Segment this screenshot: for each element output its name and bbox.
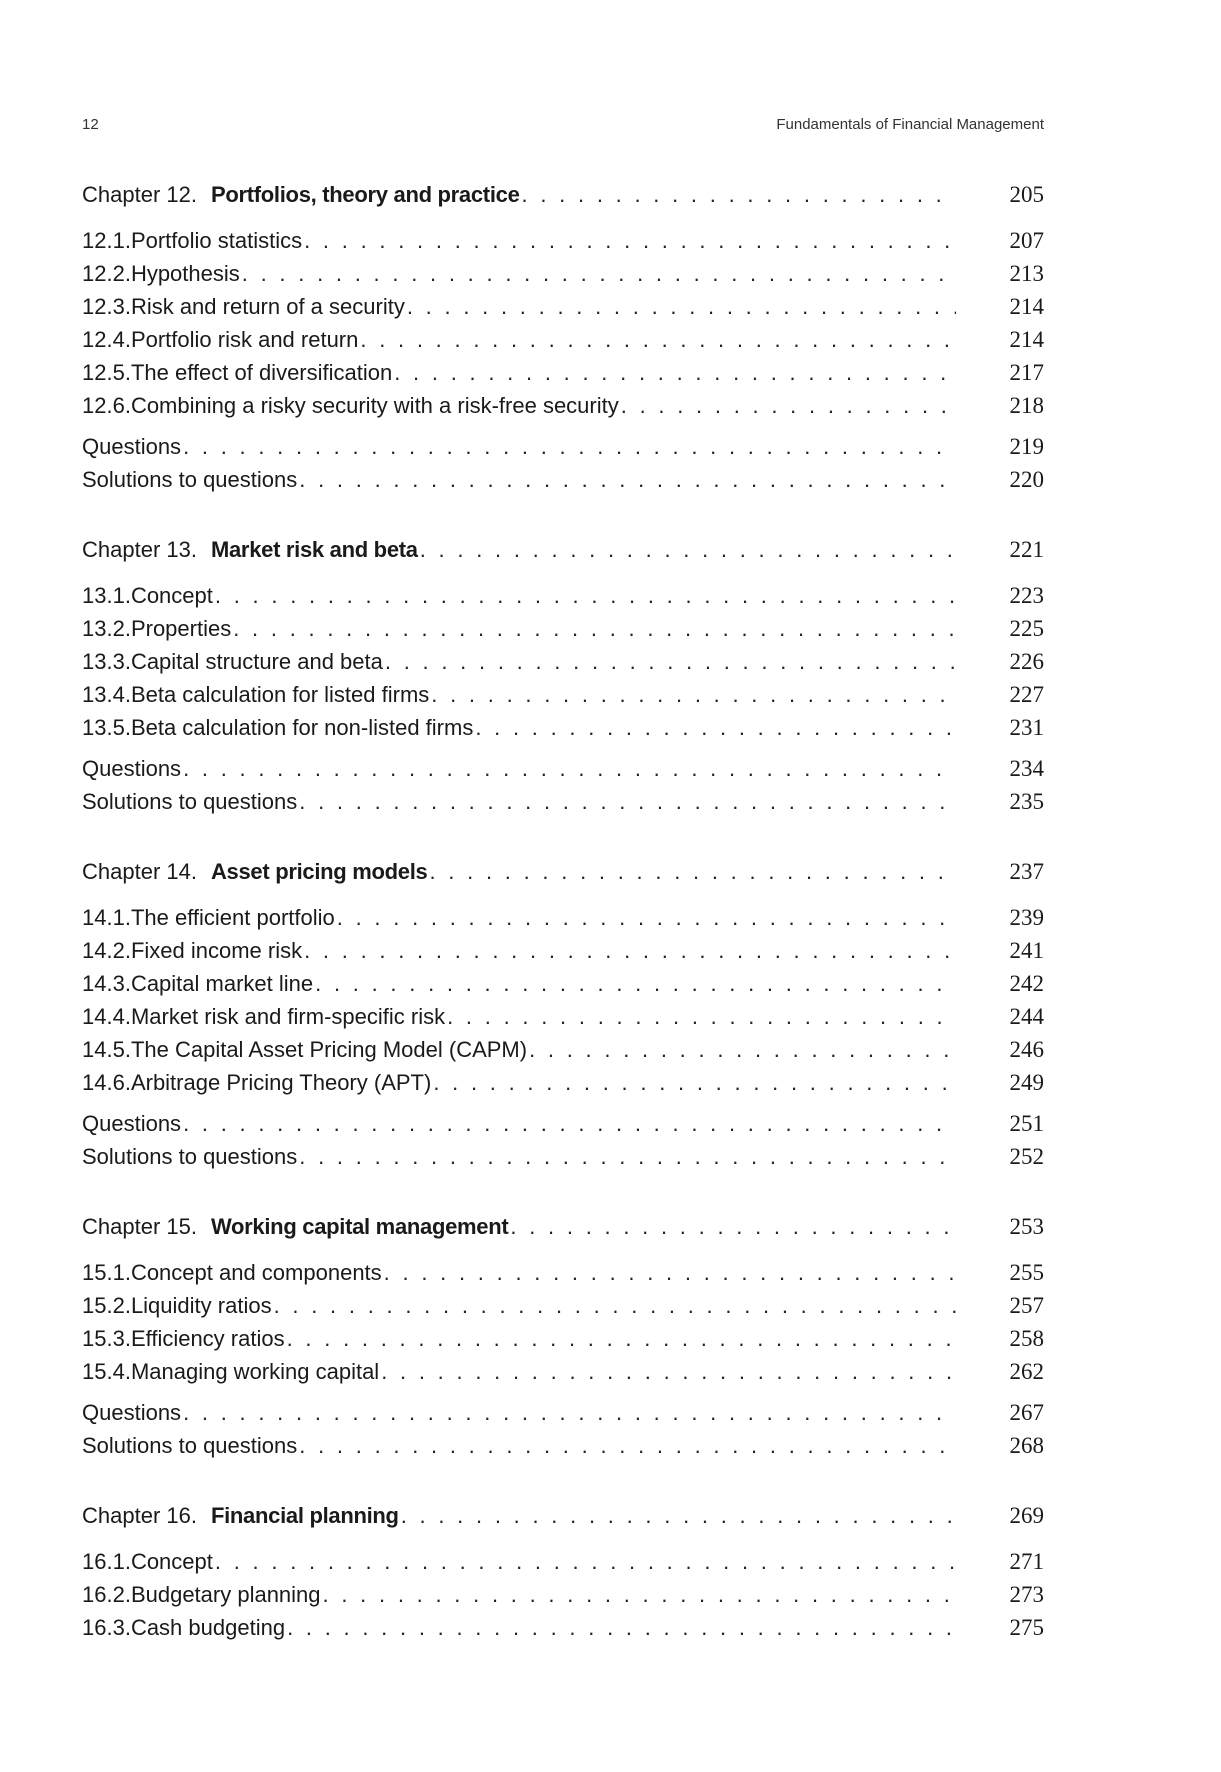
- dot-leader: [529, 1033, 956, 1066]
- dot-leader: [299, 1429, 956, 1462]
- chapter-number: Chapter 16.: [82, 1503, 197, 1528]
- dot-leader: [242, 257, 956, 290]
- questions-entry[interactable]: [82, 752, 1044, 785]
- page-ref: 214: [1009, 294, 1044, 319]
- toc-entry[interactable]: [82, 967, 1044, 1000]
- page-ref: 235: [1009, 789, 1044, 814]
- dot-leader: [274, 1289, 956, 1322]
- chapter-14: [82, 855, 1044, 1173]
- page-ref: 244: [1009, 1004, 1044, 1029]
- solutions-entry[interactable]: [82, 785, 1044, 818]
- section-title: Concept and components: [130, 1260, 382, 1285]
- page-ref: 258: [1009, 1326, 1044, 1351]
- chapter-12: [82, 178, 1044, 496]
- page-ref: 257: [1009, 1293, 1044, 1318]
- page-ref: 237: [1009, 859, 1044, 884]
- chapter-16: [82, 1499, 1044, 1644]
- section-title: Portfolio risk and return: [130, 327, 359, 352]
- page-ref: 225: [1009, 616, 1044, 641]
- dot-leader: [384, 1256, 956, 1289]
- dot-leader: [299, 463, 956, 496]
- section-title: Fixed income risk: [130, 938, 303, 963]
- chapter-title: Asset pricing models: [210, 859, 428, 884]
- section-number: 14.3.: [82, 971, 131, 996]
- solutions-entry[interactable]: [82, 1429, 1044, 1462]
- section-title: The efficient portfolio: [130, 905, 335, 930]
- dot-leader: [621, 389, 956, 422]
- section-title: Liquidity ratios: [130, 1293, 272, 1318]
- section-title: Market risk and firm-specific risk: [130, 1004, 446, 1029]
- section-title: Managing working capital: [130, 1359, 380, 1384]
- page-ref: 255: [1009, 1260, 1044, 1285]
- page-ref: 262: [1009, 1359, 1044, 1384]
- toc-entry[interactable]: [82, 1256, 1044, 1289]
- section-number: 13.1.: [82, 583, 131, 608]
- page-ref: 214: [1009, 327, 1044, 352]
- dot-leader: [447, 1000, 956, 1033]
- dot-leader: [183, 430, 956, 463]
- page-ref: 234: [1009, 756, 1044, 781]
- toc-entry[interactable]: [82, 934, 1044, 967]
- chapter-15: [82, 1210, 1044, 1462]
- questions-label: Questions: [82, 1111, 182, 1136]
- section-number: 12.3.: [82, 294, 131, 319]
- section-number: 13.2.: [82, 616, 131, 641]
- page-ref: 239: [1009, 905, 1044, 930]
- questions-entry[interactable]: [82, 430, 1044, 463]
- chapter-number: Chapter 13.: [82, 537, 197, 562]
- questions-label: Questions: [82, 756, 182, 781]
- solutions-label: Solutions to questions: [82, 467, 298, 492]
- page-ref: 249: [1009, 1070, 1044, 1095]
- running-header: [82, 116, 1044, 136]
- page-ref: 246: [1009, 1037, 1044, 1062]
- page-ref: 268: [1009, 1433, 1044, 1458]
- dot-leader: [323, 1578, 956, 1611]
- solutions-entry[interactable]: [82, 463, 1044, 496]
- chapter-title: Financial planning: [210, 1503, 399, 1528]
- section-number: 12.4.: [82, 327, 131, 352]
- page-ref: 219: [1009, 434, 1044, 459]
- section-number: 13.4.: [82, 682, 131, 707]
- section-title: Risk and return of a security: [130, 294, 405, 319]
- section-title: The effect of diversification: [130, 360, 393, 385]
- toc-entry[interactable]: [82, 1000, 1044, 1033]
- toc-entry[interactable]: [82, 1355, 1044, 1388]
- page-number: 12: [82, 116, 99, 133]
- section-number: 14.5.: [82, 1037, 131, 1062]
- dot-leader: [401, 1499, 956, 1532]
- section-number: 15.4.: [82, 1359, 131, 1384]
- toc-entry[interactable]: [82, 579, 1044, 612]
- dot-leader: [183, 752, 956, 785]
- table-of-contents: [82, 178, 1044, 1681]
- page-ref: 217: [1009, 360, 1044, 385]
- questions-entry[interactable]: [82, 1107, 1044, 1140]
- section-title: Capital market line: [130, 971, 314, 996]
- toc-entry[interactable]: [82, 1066, 1044, 1099]
- dot-leader: [510, 1210, 956, 1243]
- section-number: 15.1.: [82, 1260, 131, 1285]
- dot-leader: [315, 967, 956, 1000]
- page-ref: 253: [1009, 1214, 1044, 1239]
- section-title: Budgetary planning: [130, 1582, 321, 1607]
- section-title: Efficiency ratios: [130, 1326, 285, 1351]
- toc-entry[interactable]: [82, 1322, 1044, 1355]
- chapter-heading-row[interactable]: [82, 533, 1044, 566]
- toc-entry[interactable]: [82, 678, 1044, 711]
- section-title: Properties: [130, 616, 232, 641]
- book-title: Fundamentals of Financial Management: [776, 116, 1044, 133]
- dot-leader: [215, 1545, 956, 1578]
- toc-entry[interactable]: [82, 645, 1044, 678]
- page-ref: 269: [1009, 1503, 1044, 1528]
- dot-leader: [385, 645, 956, 678]
- toc-entry[interactable]: [82, 711, 1044, 744]
- section-number: 13.3.: [82, 649, 131, 674]
- section-number: 15.3.: [82, 1326, 131, 1351]
- chapter-heading-row[interactable]: [82, 1499, 1044, 1532]
- chapter-13: [82, 533, 1044, 818]
- solutions-entry[interactable]: [82, 1140, 1044, 1173]
- toc-entry[interactable]: [82, 323, 1044, 356]
- chapter-number: Chapter 14.: [82, 859, 197, 884]
- section-title: Beta calculation for non-listed firms: [130, 715, 474, 740]
- page-ref: 220: [1009, 467, 1044, 492]
- page-ref: 207: [1009, 228, 1044, 253]
- page-ref: 242: [1009, 971, 1044, 996]
- page-ref: 251: [1009, 1111, 1044, 1136]
- dot-leader: [215, 579, 956, 612]
- dot-leader: [299, 1140, 956, 1173]
- dot-leader: [360, 323, 956, 356]
- questions-label: Questions: [82, 434, 182, 459]
- dot-leader: [431, 678, 956, 711]
- toc-entry[interactable]: [82, 356, 1044, 389]
- questions-entry[interactable]: [82, 1396, 1044, 1429]
- page-ref: 275: [1009, 1615, 1044, 1640]
- chapter-number: Chapter 12.: [82, 182, 197, 207]
- toc-entry[interactable]: [82, 1611, 1044, 1644]
- toc-entry[interactable]: [82, 1033, 1044, 1066]
- toc-entry[interactable]: [82, 1578, 1044, 1611]
- chapter-heading-row[interactable]: [82, 1210, 1044, 1243]
- dot-leader: [394, 356, 956, 389]
- dot-leader: [183, 1396, 956, 1429]
- dot-leader: [304, 224, 956, 257]
- chapter-title: Portfolios, theory and practice: [210, 182, 520, 207]
- toc-entry[interactable]: [82, 257, 1044, 290]
- section-title: Hypothesis: [130, 261, 240, 286]
- section-title: Capital structure and beta: [130, 649, 383, 674]
- dot-leader: [475, 711, 956, 744]
- section-title: The Capital Asset Pricing Model (CAPM): [130, 1037, 528, 1062]
- dot-leader: [433, 1066, 956, 1099]
- page-ref: 227: [1009, 682, 1044, 707]
- solutions-label: Solutions to questions: [82, 1144, 298, 1169]
- dot-leader: [420, 533, 956, 566]
- chapter-title: Working capital management: [210, 1214, 509, 1239]
- dot-leader: [522, 178, 956, 211]
- page-ref: 273: [1009, 1582, 1044, 1607]
- dot-leader: [429, 855, 956, 888]
- chapter-heading-row[interactable]: [82, 855, 1044, 888]
- section-number: 14.2.: [82, 938, 131, 963]
- solutions-label: Solutions to questions: [82, 1433, 298, 1458]
- toc-entry[interactable]: [82, 389, 1044, 422]
- page-ref: 271: [1009, 1549, 1044, 1574]
- section-number: 14.4.: [82, 1004, 131, 1029]
- section-number: 12.6.: [82, 393, 131, 418]
- section-number: 15.2.: [82, 1293, 131, 1318]
- toc-entry[interactable]: [82, 224, 1044, 257]
- section-title: Arbitrage Pricing Theory (APT): [130, 1070, 432, 1095]
- dot-leader: [183, 1107, 956, 1140]
- section-number: 16.3.: [82, 1615, 131, 1640]
- section-title: Beta calculation for listed firms: [130, 682, 430, 707]
- section-number: 14.1.: [82, 905, 131, 930]
- page-ref: 213: [1009, 261, 1044, 286]
- dot-leader: [304, 934, 956, 967]
- section-number: 13.5.: [82, 715, 131, 740]
- section-title: Concept: [130, 1549, 213, 1574]
- page-ref: 231: [1009, 715, 1044, 740]
- dot-leader: [233, 612, 956, 645]
- questions-label: Questions: [82, 1400, 182, 1425]
- section-title: Portfolio statistics: [130, 228, 303, 253]
- section-number: 14.6.: [82, 1070, 131, 1095]
- section-title: Concept: [130, 583, 213, 608]
- dot-leader: [287, 1322, 956, 1355]
- page-ref: 223: [1009, 583, 1044, 608]
- chapter-title: Market risk and beta: [210, 537, 418, 562]
- dot-leader: [287, 1611, 956, 1644]
- section-title: Cash budgeting: [130, 1615, 286, 1640]
- dot-leader: [337, 901, 956, 934]
- chapter-number: Chapter 15.: [82, 1214, 197, 1239]
- page-ref: 252: [1009, 1144, 1044, 1169]
- section-title: Combining a risky security with a risk-free security: [130, 393, 619, 418]
- chapter-heading-row[interactable]: [82, 178, 1044, 211]
- page-ref: 221: [1009, 537, 1044, 562]
- section-number: 12.1.: [82, 228, 131, 253]
- solutions-label: Solutions to questions: [82, 789, 298, 814]
- toc-entry[interactable]: [82, 612, 1044, 645]
- page-ref: 226: [1009, 649, 1044, 674]
- dot-leader: [407, 290, 956, 323]
- section-number: 12.2.: [82, 261, 131, 286]
- section-number: 12.5.: [82, 360, 131, 385]
- page-ref: 267: [1009, 1400, 1044, 1425]
- section-number: 16.1.: [82, 1549, 131, 1574]
- dot-leader: [299, 785, 956, 818]
- section-number: 16.2.: [82, 1582, 131, 1607]
- toc-entry[interactable]: [82, 1289, 1044, 1322]
- page-ref: 218: [1009, 393, 1044, 418]
- toc-entry[interactable]: [82, 290, 1044, 323]
- dot-leader: [381, 1355, 956, 1388]
- page-ref: 241: [1009, 938, 1044, 963]
- toc-entry[interactable]: [82, 1545, 1044, 1578]
- toc-entry[interactable]: [82, 901, 1044, 934]
- page-ref: 205: [1009, 182, 1044, 207]
